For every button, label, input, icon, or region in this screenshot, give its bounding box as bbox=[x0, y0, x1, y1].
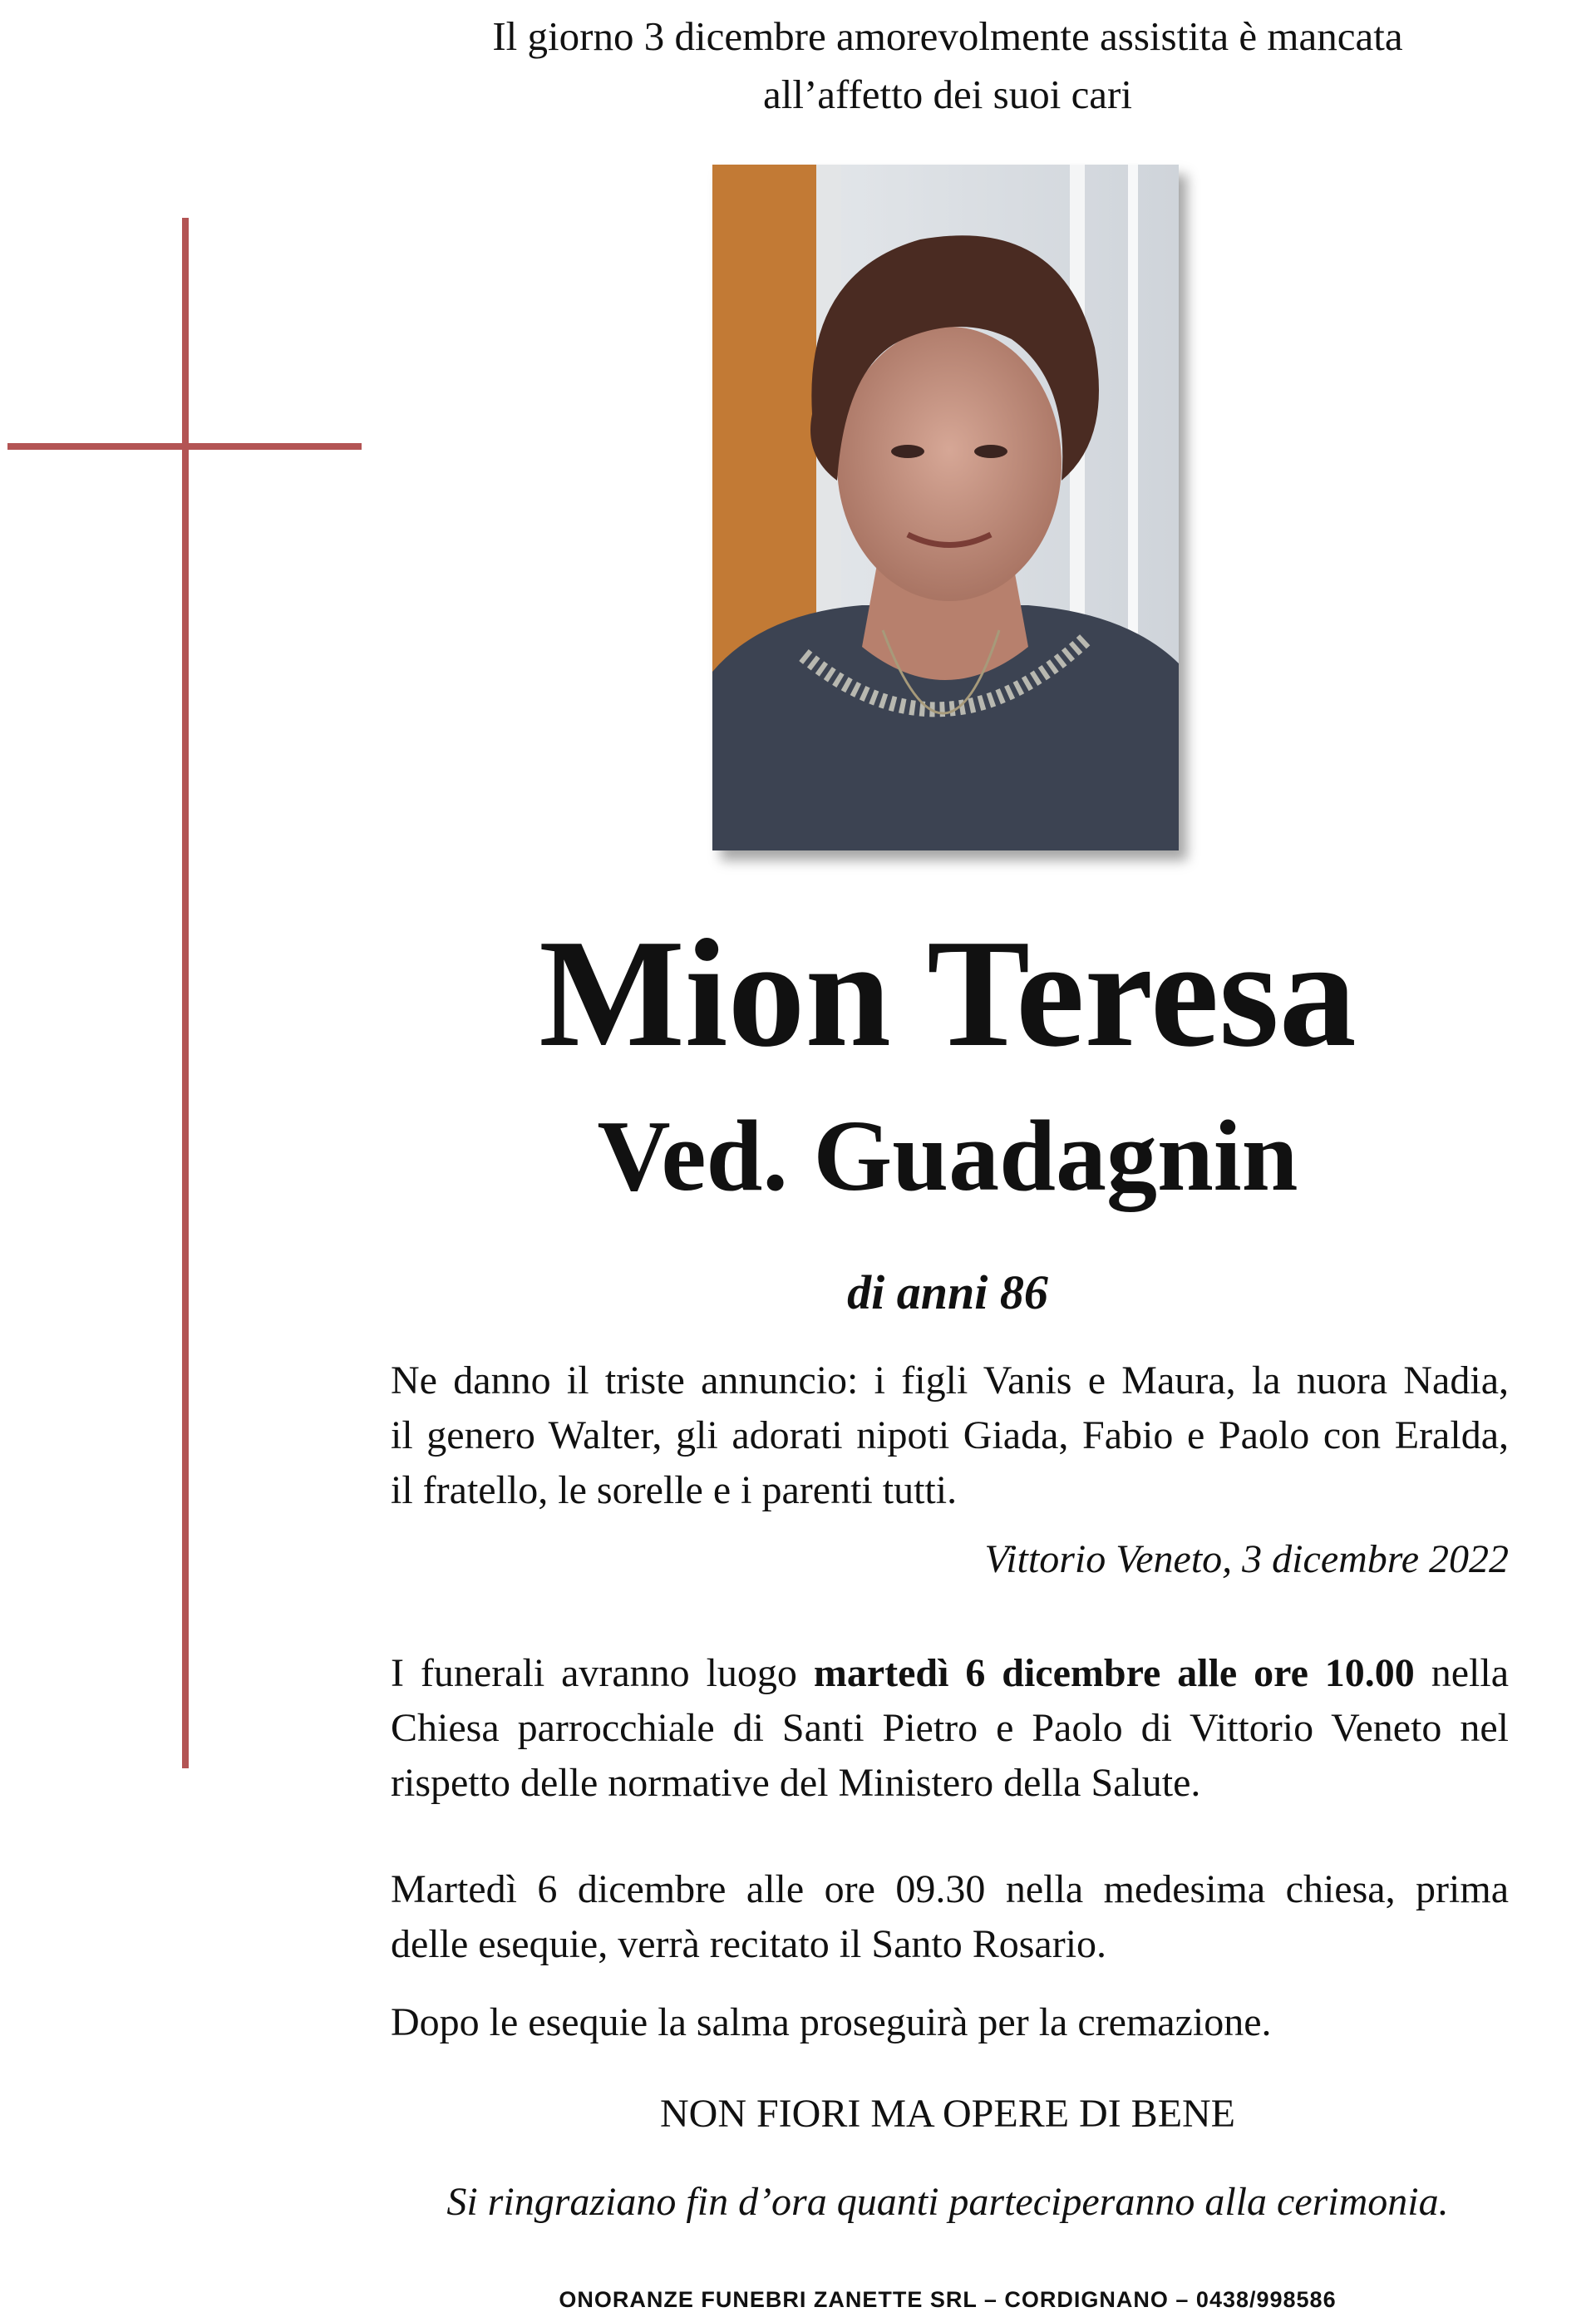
cremation-paragraph bbox=[391, 1995, 1509, 2050]
funeral-home-footer: ONORANZE FUNEBRI ZANETTE SRL – CORDIGNANO – 0438/998586 bbox=[559, 2287, 1337, 2312]
portrait-image bbox=[712, 165, 1179, 850]
cross-vertical-bar bbox=[182, 218, 189, 1768]
place-date: Vittorio Veneto, 3 dicembre 2022 bbox=[984, 1537, 1509, 1581]
funeral-line-2: Chiesa parrocchiale di Santi Pietro e Paolo di Vittorio Veneto nel bbox=[391, 1706, 1509, 1750]
announcement-paragraph bbox=[391, 1353, 1509, 1518]
funeral-text: nella bbox=[1414, 1651, 1509, 1695]
cremation-line: Dopo le esequie la salma proseguirà per la cremazione. bbox=[391, 2000, 1272, 2044]
funeral-line-1 bbox=[391, 1646, 1509, 1701]
deceased-name: Mion Teresa bbox=[539, 908, 1357, 1079]
funeral-line-3: rispetto delle normative del Ministero della Salute. bbox=[391, 1761, 1201, 1805]
rosary-line: Martedì 6 dicembre alle ore 09.30 nella medesima chiesa, prima bbox=[391, 1867, 1509, 1911]
cross-horizontal-bar bbox=[7, 443, 362, 450]
intro-line-2: all’affetto dei suoi cari bbox=[763, 71, 1132, 117]
rosary-line: delle esequie, verrà recitato il Santo Rosario. bbox=[391, 1922, 1107, 1966]
no-flowers-note: NON FIORI MA OPERE DI BENE bbox=[659, 2092, 1235, 2136]
funeral-paragraph bbox=[391, 1646, 1509, 1811]
announcement-line: il genero Walter, gli adorati nipoti Giada, Fabio e Paolo con Eralda, bbox=[391, 1413, 1509, 1457]
thanks-note: Si ringraziano fin d’ora quanti parteciperanno alla cerimonia. bbox=[446, 2180, 1449, 2224]
intro-line-1: Il giorno 3 dicembre amorevolmente assistita è mancata bbox=[492, 13, 1403, 59]
announcement-line: Ne danno il triste annuncio: i figli Vanis e Maura, la nuora Nadia, bbox=[391, 1358, 1509, 1403]
rosary-paragraph bbox=[391, 1862, 1509, 1972]
funeral-text: I funerali avranno luogo bbox=[391, 1651, 814, 1695]
portrait-photo bbox=[712, 165, 1179, 850]
married-name: Ved. Guadagnin bbox=[597, 1100, 1298, 1212]
announcement-line: il fratello, le sorelle e i parenti tutti. bbox=[391, 1468, 958, 1512]
funeral-date-time: martedì 6 dicembre alle ore 10.00 bbox=[813, 1651, 1415, 1695]
age: di anni 86 bbox=[847, 1265, 1048, 1319]
